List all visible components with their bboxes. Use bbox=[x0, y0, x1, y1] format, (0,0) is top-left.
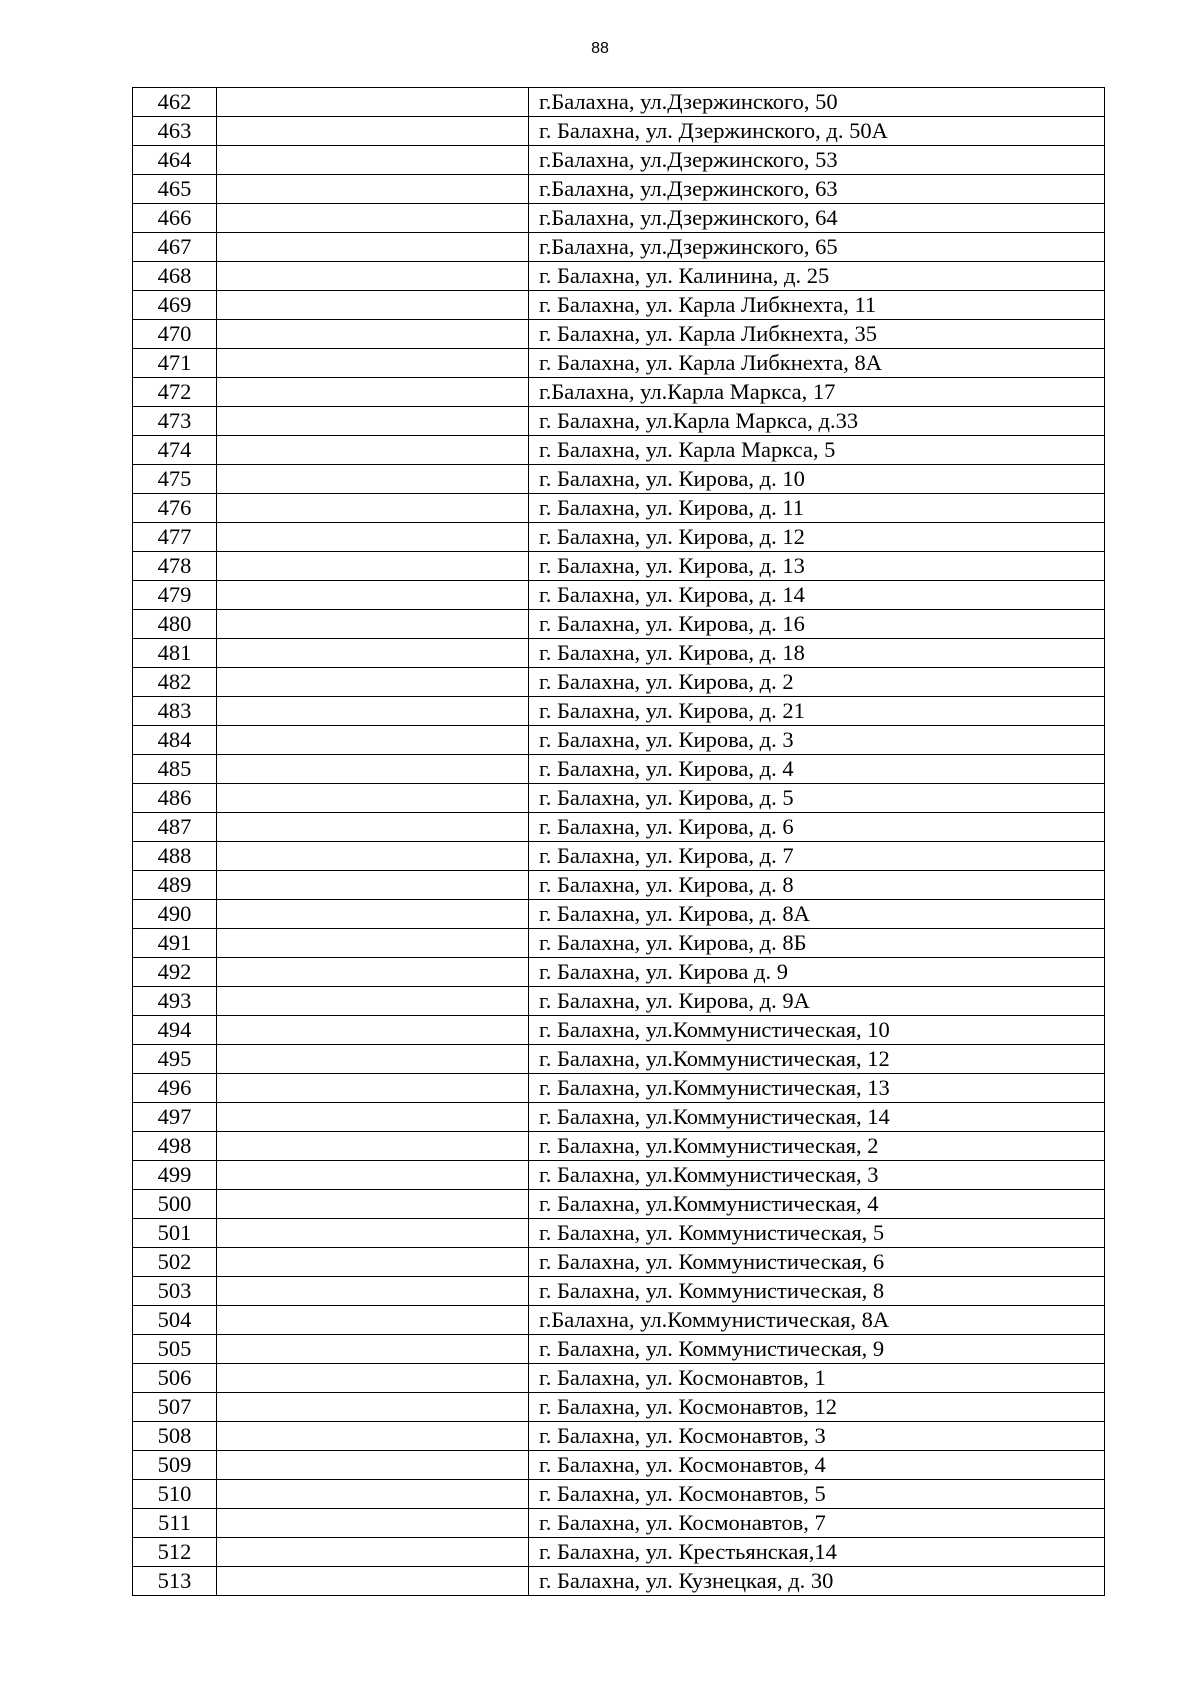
table-row bbox=[133, 1422, 1105, 1451]
row-number-cell: 476 bbox=[133, 494, 217, 523]
table-row bbox=[133, 581, 1105, 610]
address-cell: г.Балахна, ул.Дзержинского, 50 bbox=[529, 88, 1105, 117]
table-row bbox=[133, 1132, 1105, 1161]
empty-cell bbox=[217, 1451, 529, 1480]
empty-cell bbox=[217, 1509, 529, 1538]
empty-cell bbox=[217, 262, 529, 291]
address-cell: г. Балахна, ул. Кирова, д. 6 bbox=[529, 813, 1105, 842]
empty-cell bbox=[217, 668, 529, 697]
empty-cell bbox=[217, 1480, 529, 1509]
address-cell: г. Балахна, ул. Кирова, д. 18 bbox=[529, 639, 1105, 668]
table-row bbox=[133, 88, 1105, 117]
row-number-cell: 482 bbox=[133, 668, 217, 697]
empty-cell bbox=[217, 117, 529, 146]
empty-cell bbox=[217, 1219, 529, 1248]
table-row bbox=[133, 465, 1105, 494]
empty-cell bbox=[217, 581, 529, 610]
table-row bbox=[133, 755, 1105, 784]
empty-cell bbox=[217, 1103, 529, 1132]
empty-cell bbox=[217, 175, 529, 204]
address-cell: г.Балахна, ул.Дзержинского, 65 bbox=[529, 233, 1105, 262]
row-number-cell: 490 bbox=[133, 900, 217, 929]
table-row bbox=[133, 1509, 1105, 1538]
row-number-cell: 497 bbox=[133, 1103, 217, 1132]
row-number-cell: 502 bbox=[133, 1248, 217, 1277]
address-cell: г. Балахна, ул. Космонавтов, 12 bbox=[529, 1393, 1105, 1422]
empty-cell bbox=[217, 1132, 529, 1161]
table-row bbox=[133, 1335, 1105, 1364]
address-table bbox=[132, 87, 1105, 1596]
table-row bbox=[133, 726, 1105, 755]
address-cell: г. Балахна, ул. Карла Либкнехта, 35 bbox=[529, 320, 1105, 349]
row-number-cell: 465 bbox=[133, 175, 217, 204]
table-row bbox=[133, 987, 1105, 1016]
address-cell: г. Балахна, ул. Карла Либкнехта, 11 bbox=[529, 291, 1105, 320]
address-cell: г.Балахна, ул.Карла Маркса, 17 bbox=[529, 378, 1105, 407]
row-number-cell: 506 bbox=[133, 1364, 217, 1393]
empty-cell bbox=[217, 958, 529, 987]
table-row bbox=[133, 494, 1105, 523]
empty-cell bbox=[217, 610, 529, 639]
row-number-cell: 486 bbox=[133, 784, 217, 813]
address-table-body bbox=[133, 88, 1105, 1596]
table-row bbox=[133, 1016, 1105, 1045]
address-cell: г. Балахна, ул.Коммунистическая, 10 bbox=[529, 1016, 1105, 1045]
table-row bbox=[133, 784, 1105, 813]
row-number-cell: 496 bbox=[133, 1074, 217, 1103]
row-number-cell: 491 bbox=[133, 929, 217, 958]
row-number-cell: 492 bbox=[133, 958, 217, 987]
empty-cell bbox=[217, 523, 529, 552]
address-cell: г. Балахна, ул. Карла Маркса, 5 bbox=[529, 436, 1105, 465]
table-row bbox=[133, 320, 1105, 349]
row-number-cell: 511 bbox=[133, 1509, 217, 1538]
row-number-cell: 481 bbox=[133, 639, 217, 668]
table-row bbox=[133, 1190, 1105, 1219]
table-row bbox=[133, 1045, 1105, 1074]
address-cell: г. Балахна, ул. Кирова, д. 21 bbox=[529, 697, 1105, 726]
table-row bbox=[133, 1161, 1105, 1190]
empty-cell bbox=[217, 146, 529, 175]
address-cell: г. Балахна, ул. Кирова, д. 5 bbox=[529, 784, 1105, 813]
address-cell: г. Балахна, ул.Коммунистическая, 12 bbox=[529, 1045, 1105, 1074]
row-number-cell: 500 bbox=[133, 1190, 217, 1219]
address-cell: г.Балахна, ул.Коммунистическая, 8А bbox=[529, 1306, 1105, 1335]
row-number-cell: 477 bbox=[133, 523, 217, 552]
address-cell: г.Балахна, ул.Дзержинского, 53 bbox=[529, 146, 1105, 175]
address-cell: г. Балахна, ул. Кирова, д. 12 bbox=[529, 523, 1105, 552]
address-cell: г. Балахна, ул. Кирова, д. 10 bbox=[529, 465, 1105, 494]
address-cell: г.Балахна, ул.Дзержинского, 63 bbox=[529, 175, 1105, 204]
empty-cell bbox=[217, 755, 529, 784]
row-number-cell: 504 bbox=[133, 1306, 217, 1335]
address-cell: г.Балахна, ул.Дзержинского, 64 bbox=[529, 204, 1105, 233]
row-number-cell: 473 bbox=[133, 407, 217, 436]
empty-cell bbox=[217, 1161, 529, 1190]
table-row bbox=[133, 1306, 1105, 1335]
empty-cell bbox=[217, 1248, 529, 1277]
empty-cell bbox=[217, 1422, 529, 1451]
empty-cell bbox=[217, 552, 529, 581]
address-cell: г. Балахна, ул. Космонавтов, 3 bbox=[529, 1422, 1105, 1451]
row-number-cell: 468 bbox=[133, 262, 217, 291]
table-row bbox=[133, 900, 1105, 929]
table-row bbox=[133, 204, 1105, 233]
row-number-cell: 503 bbox=[133, 1277, 217, 1306]
address-cell: г. Балахна, ул.Коммунистическая, 14 bbox=[529, 1103, 1105, 1132]
address-cell: г. Балахна, ул. Кирова, д. 2 bbox=[529, 668, 1105, 697]
empty-cell bbox=[217, 842, 529, 871]
address-cell: г. Балахна, ул.Коммунистическая, 13 bbox=[529, 1074, 1105, 1103]
row-number-cell: 484 bbox=[133, 726, 217, 755]
address-cell: г. Балахна, ул. Кирова, д. 14 bbox=[529, 581, 1105, 610]
page-number: 88 bbox=[591, 40, 609, 57]
empty-cell bbox=[217, 1306, 529, 1335]
table-row bbox=[133, 1364, 1105, 1393]
address-cell: г. Балахна, ул.Коммунистическая, 4 bbox=[529, 1190, 1105, 1219]
table-row bbox=[133, 1538, 1105, 1567]
table-row bbox=[133, 1451, 1105, 1480]
address-cell: г. Балахна, ул. Кузнецкая, д. 30 bbox=[529, 1567, 1105, 1596]
empty-cell bbox=[217, 1567, 529, 1596]
table-row bbox=[133, 1480, 1105, 1509]
address-cell: г. Балахна, ул. Космонавтов, 7 bbox=[529, 1509, 1105, 1538]
table-row bbox=[133, 407, 1105, 436]
table-row bbox=[133, 436, 1105, 465]
row-number-cell: 501 bbox=[133, 1219, 217, 1248]
empty-cell bbox=[217, 726, 529, 755]
row-number-cell: 483 bbox=[133, 697, 217, 726]
table-row bbox=[133, 929, 1105, 958]
address-cell: г. Балахна, ул.Карла Маркса, д.33 bbox=[529, 407, 1105, 436]
table-row bbox=[133, 1393, 1105, 1422]
row-number-cell: 499 bbox=[133, 1161, 217, 1190]
row-number-cell: 498 bbox=[133, 1132, 217, 1161]
row-number-cell: 505 bbox=[133, 1335, 217, 1364]
address-cell: г. Балахна, ул.Коммунистическая, 2 bbox=[529, 1132, 1105, 1161]
empty-cell bbox=[217, 1335, 529, 1364]
row-number-cell: 463 bbox=[133, 117, 217, 146]
row-number-cell: 467 bbox=[133, 233, 217, 262]
row-number-cell: 509 bbox=[133, 1451, 217, 1480]
empty-cell bbox=[217, 1277, 529, 1306]
row-number-cell: 495 bbox=[133, 1045, 217, 1074]
table-row bbox=[133, 639, 1105, 668]
empty-cell bbox=[217, 378, 529, 407]
address-cell: г. Балахна, ул. Кирова, д. 8 bbox=[529, 871, 1105, 900]
row-number-cell: 472 bbox=[133, 378, 217, 407]
row-number-cell: 471 bbox=[133, 349, 217, 378]
row-number-cell: 470 bbox=[133, 320, 217, 349]
row-number-cell: 512 bbox=[133, 1538, 217, 1567]
table-row bbox=[133, 1219, 1105, 1248]
address-cell: г. Балахна, ул. Космонавтов, 1 bbox=[529, 1364, 1105, 1393]
table-row bbox=[133, 1248, 1105, 1277]
empty-cell bbox=[217, 320, 529, 349]
row-number-cell: 513 bbox=[133, 1567, 217, 1596]
table-row bbox=[133, 1277, 1105, 1306]
empty-cell bbox=[217, 1190, 529, 1219]
address-cell: г. Балахна, ул. Коммунистическая, 8 bbox=[529, 1277, 1105, 1306]
row-number-cell: 466 bbox=[133, 204, 217, 233]
address-cell: г. Балахна, ул. Кирова, д. 9А bbox=[529, 987, 1105, 1016]
table-row bbox=[133, 958, 1105, 987]
address-cell: г. Балахна, ул. Кирова, д. 8Б bbox=[529, 929, 1105, 958]
empty-cell bbox=[217, 1393, 529, 1422]
table-row bbox=[133, 349, 1105, 378]
empty-cell bbox=[217, 871, 529, 900]
row-number-cell: 493 bbox=[133, 987, 217, 1016]
table-row bbox=[133, 175, 1105, 204]
table-row bbox=[133, 1074, 1105, 1103]
empty-cell bbox=[217, 1364, 529, 1393]
address-cell: г. Балахна, ул. Кирова, д. 16 bbox=[529, 610, 1105, 639]
table-row bbox=[133, 1103, 1105, 1132]
empty-cell bbox=[217, 204, 529, 233]
row-number-cell: 478 bbox=[133, 552, 217, 581]
table-row bbox=[133, 262, 1105, 291]
row-number-cell: 475 bbox=[133, 465, 217, 494]
table-row bbox=[133, 552, 1105, 581]
row-number-cell: 469 bbox=[133, 291, 217, 320]
row-number-cell: 489 bbox=[133, 871, 217, 900]
address-cell: г. Балахна, ул. Кирова, д. 13 bbox=[529, 552, 1105, 581]
row-number-cell: 494 bbox=[133, 1016, 217, 1045]
address-cell: г. Балахна, ул. Дзержинского, д. 50А bbox=[529, 117, 1105, 146]
empty-cell bbox=[217, 465, 529, 494]
address-cell: г. Балахна, ул. Кирова, д. 4 bbox=[529, 755, 1105, 784]
address-cell: г. Балахна, ул. Коммунистическая, 9 bbox=[529, 1335, 1105, 1364]
address-cell: г. Балахна, ул. Кирова д. 9 bbox=[529, 958, 1105, 987]
empty-cell bbox=[217, 436, 529, 465]
empty-cell bbox=[217, 1045, 529, 1074]
empty-cell bbox=[217, 349, 529, 378]
row-number-cell: 485 bbox=[133, 755, 217, 784]
row-number-cell: 462 bbox=[133, 88, 217, 117]
address-cell: г. Балахна, ул. Кирова, д. 11 bbox=[529, 494, 1105, 523]
table-row bbox=[133, 233, 1105, 262]
row-number-cell: 507 bbox=[133, 1393, 217, 1422]
empty-cell bbox=[217, 784, 529, 813]
table-row bbox=[133, 1567, 1105, 1596]
row-number-cell: 487 bbox=[133, 813, 217, 842]
row-number-cell: 474 bbox=[133, 436, 217, 465]
row-number-cell: 464 bbox=[133, 146, 217, 175]
empty-cell bbox=[217, 494, 529, 523]
row-number-cell: 480 bbox=[133, 610, 217, 639]
address-cell: г. Балахна, ул. Кирова, д. 7 bbox=[529, 842, 1105, 871]
empty-cell bbox=[217, 407, 529, 436]
empty-cell bbox=[217, 88, 529, 117]
table-row bbox=[133, 523, 1105, 552]
address-cell: г. Балахна, ул.Коммунистическая, 3 bbox=[529, 1161, 1105, 1190]
row-number-cell: 508 bbox=[133, 1422, 217, 1451]
table-row bbox=[133, 842, 1105, 871]
empty-cell bbox=[217, 291, 529, 320]
address-cell: г. Балахна, ул. Космонавтов, 4 bbox=[529, 1451, 1105, 1480]
address-cell: г. Балахна, ул. Кирова, д. 3 bbox=[529, 726, 1105, 755]
address-cell: г. Балахна, ул. Кирова, д. 8А bbox=[529, 900, 1105, 929]
empty-cell bbox=[217, 813, 529, 842]
table-row bbox=[133, 610, 1105, 639]
address-cell: г. Балахна, ул. Коммунистическая, 6 bbox=[529, 1248, 1105, 1277]
table-row bbox=[133, 117, 1105, 146]
empty-cell bbox=[217, 233, 529, 262]
empty-cell bbox=[217, 900, 529, 929]
table-row bbox=[133, 291, 1105, 320]
empty-cell bbox=[217, 987, 529, 1016]
address-cell: г. Балахна, ул. Крестьянская,14 bbox=[529, 1538, 1105, 1567]
address-cell: г. Балахна, ул. Калинина, д. 25 bbox=[529, 262, 1105, 291]
empty-cell bbox=[217, 639, 529, 668]
address-cell: г. Балахна, ул. Космонавтов, 5 bbox=[529, 1480, 1105, 1509]
table-row bbox=[133, 378, 1105, 407]
row-number-cell: 510 bbox=[133, 1480, 217, 1509]
table-row bbox=[133, 697, 1105, 726]
address-cell: г. Балахна, ул. Коммунистическая, 5 bbox=[529, 1219, 1105, 1248]
table-row bbox=[133, 813, 1105, 842]
empty-cell bbox=[217, 1074, 529, 1103]
table-row bbox=[133, 668, 1105, 697]
row-number-cell: 479 bbox=[133, 581, 217, 610]
table-row bbox=[133, 871, 1105, 900]
empty-cell bbox=[217, 1538, 529, 1567]
row-number-cell: 488 bbox=[133, 842, 217, 871]
empty-cell bbox=[217, 697, 529, 726]
empty-cell bbox=[217, 1016, 529, 1045]
empty-cell bbox=[217, 929, 529, 958]
table-row bbox=[133, 146, 1105, 175]
address-cell: г. Балахна, ул. Карла Либкнехта, 8А bbox=[529, 349, 1105, 378]
